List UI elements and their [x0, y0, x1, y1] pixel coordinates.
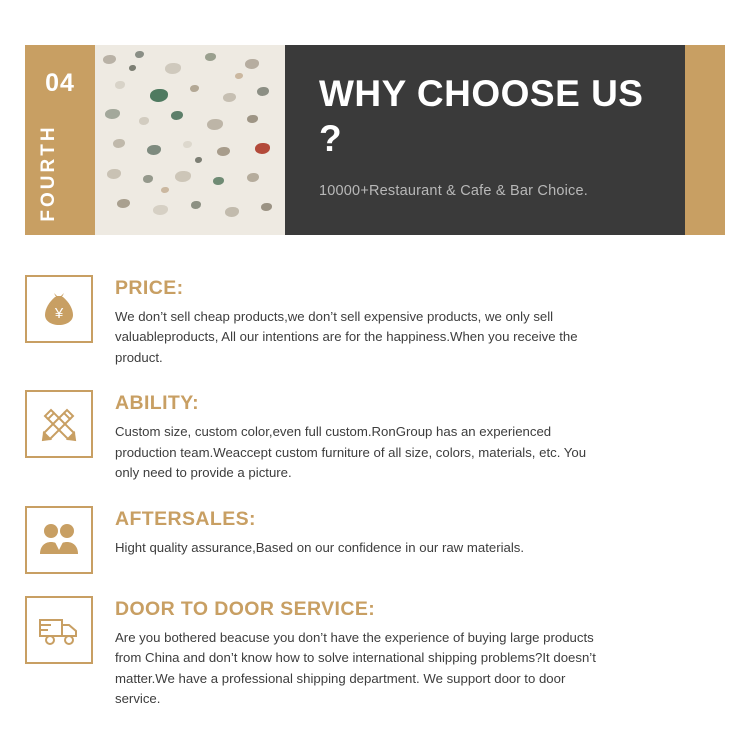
section-number: 04	[45, 69, 75, 97]
feature-list	[25, 275, 725, 732]
feature-title: PRICE:	[115, 277, 184, 299]
terrazzo-chip	[183, 141, 192, 148]
terrazzo-chip	[103, 55, 116, 64]
feature-text-block	[115, 275, 725, 368]
terrazzo-chip	[217, 147, 230, 156]
section-ordinal-word: FOURTH	[38, 124, 59, 222]
terrazzo-chip	[150, 89, 168, 102]
terrazzo-chip	[223, 93, 236, 102]
feature-icon-box	[25, 390, 93, 458]
terrazzo-chip	[143, 175, 153, 183]
terrazzo-chip	[190, 85, 199, 92]
terrazzo-chip	[135, 51, 144, 58]
terrazzo-chip	[207, 119, 223, 130]
terrazzo-chip	[105, 109, 120, 119]
delivery-truck-icon	[37, 613, 81, 647]
terrazzo-chip	[261, 203, 272, 211]
feature-title: DOOR TO DOOR SERVICE:	[115, 597, 376, 620]
feature-body: Custom size, custom color,even full custom.RonGroup has an experienced production team.Weaccept custom furniture of all size, colors, materials, etc. You only need to provide a picture.	[115, 424, 587, 481]
terrazzo-chip	[257, 87, 269, 96]
feature-item-ability	[25, 390, 725, 483]
feature-icon-box	[25, 506, 93, 574]
feature-body: We don’t sell cheap products,we don’t sell expensive products, we only sell valuableproducts, All our intentions are for the happiness.When you receive the product.	[115, 309, 578, 365]
feature-item-aftersales	[25, 506, 725, 574]
svg-text:¥: ¥	[54, 305, 64, 322]
feature-icon-box	[25, 596, 93, 664]
terrazzo-chip	[113, 139, 125, 148]
terrazzo-chip	[191, 201, 201, 209]
feature-text-block	[115, 390, 725, 483]
terrazzo-chip	[175, 171, 191, 182]
feature-item-price	[25, 275, 725, 368]
terrazzo-chip	[255, 143, 270, 154]
terrazzo-chip	[247, 173, 259, 182]
header-band	[25, 45, 725, 235]
terrazzo-chip	[171, 111, 183, 120]
feature-body: Hight quality assurance,Based on our confidence in our raw materials.	[115, 539, 525, 555]
terrazzo-chip	[205, 53, 216, 61]
terrazzo-image	[95, 45, 285, 235]
terrazzo-chip	[107, 169, 121, 179]
terrazzo-chip	[235, 73, 243, 79]
header-accent-bar	[685, 45, 725, 235]
feature-title: AFTERSALES:	[115, 507, 256, 530]
terrazzo-chip	[147, 145, 161, 155]
two-people-icon	[38, 520, 80, 560]
terrazzo-chip	[129, 65, 136, 71]
feature-body: Are you bothered beacuse you don’t have the experience of buying large products from China and don’t know how to solve international shipping problems?It doesn’t matter.We have a professional shipping department. We support door to door service.	[115, 629, 596, 707]
page-title: WHY CHOOSE US ?	[319, 73, 644, 160]
terrazzo-chip	[115, 81, 125, 89]
feature-text-block	[115, 596, 725, 710]
terrazzo-chip	[245, 59, 259, 69]
terrazzo-chip	[247, 115, 258, 123]
pencil-ruler-icon	[38, 403, 80, 445]
terrazzo-chip	[195, 157, 202, 163]
terrazzo-chip	[161, 187, 169, 193]
terrazzo-chip	[213, 177, 224, 185]
header-title-box	[285, 45, 725, 235]
feature-title: ABILITY:	[115, 392, 200, 415]
terrazzo-chip	[139, 117, 149, 125]
section-ordinal-box	[25, 45, 95, 235]
feature-text-block	[115, 506, 725, 558]
feature-icon-box	[25, 275, 93, 343]
terrazzo-chip	[117, 199, 130, 208]
page-subtitle: 10000+Restaurant & Cafe & Bar Choice.	[319, 183, 588, 200]
terrazzo-chip	[153, 205, 168, 215]
terrazzo-chip	[165, 63, 181, 74]
terrazzo-chip	[225, 207, 239, 217]
money-bag-icon	[39, 289, 79, 329]
feature-item-door-to-door	[25, 596, 725, 710]
